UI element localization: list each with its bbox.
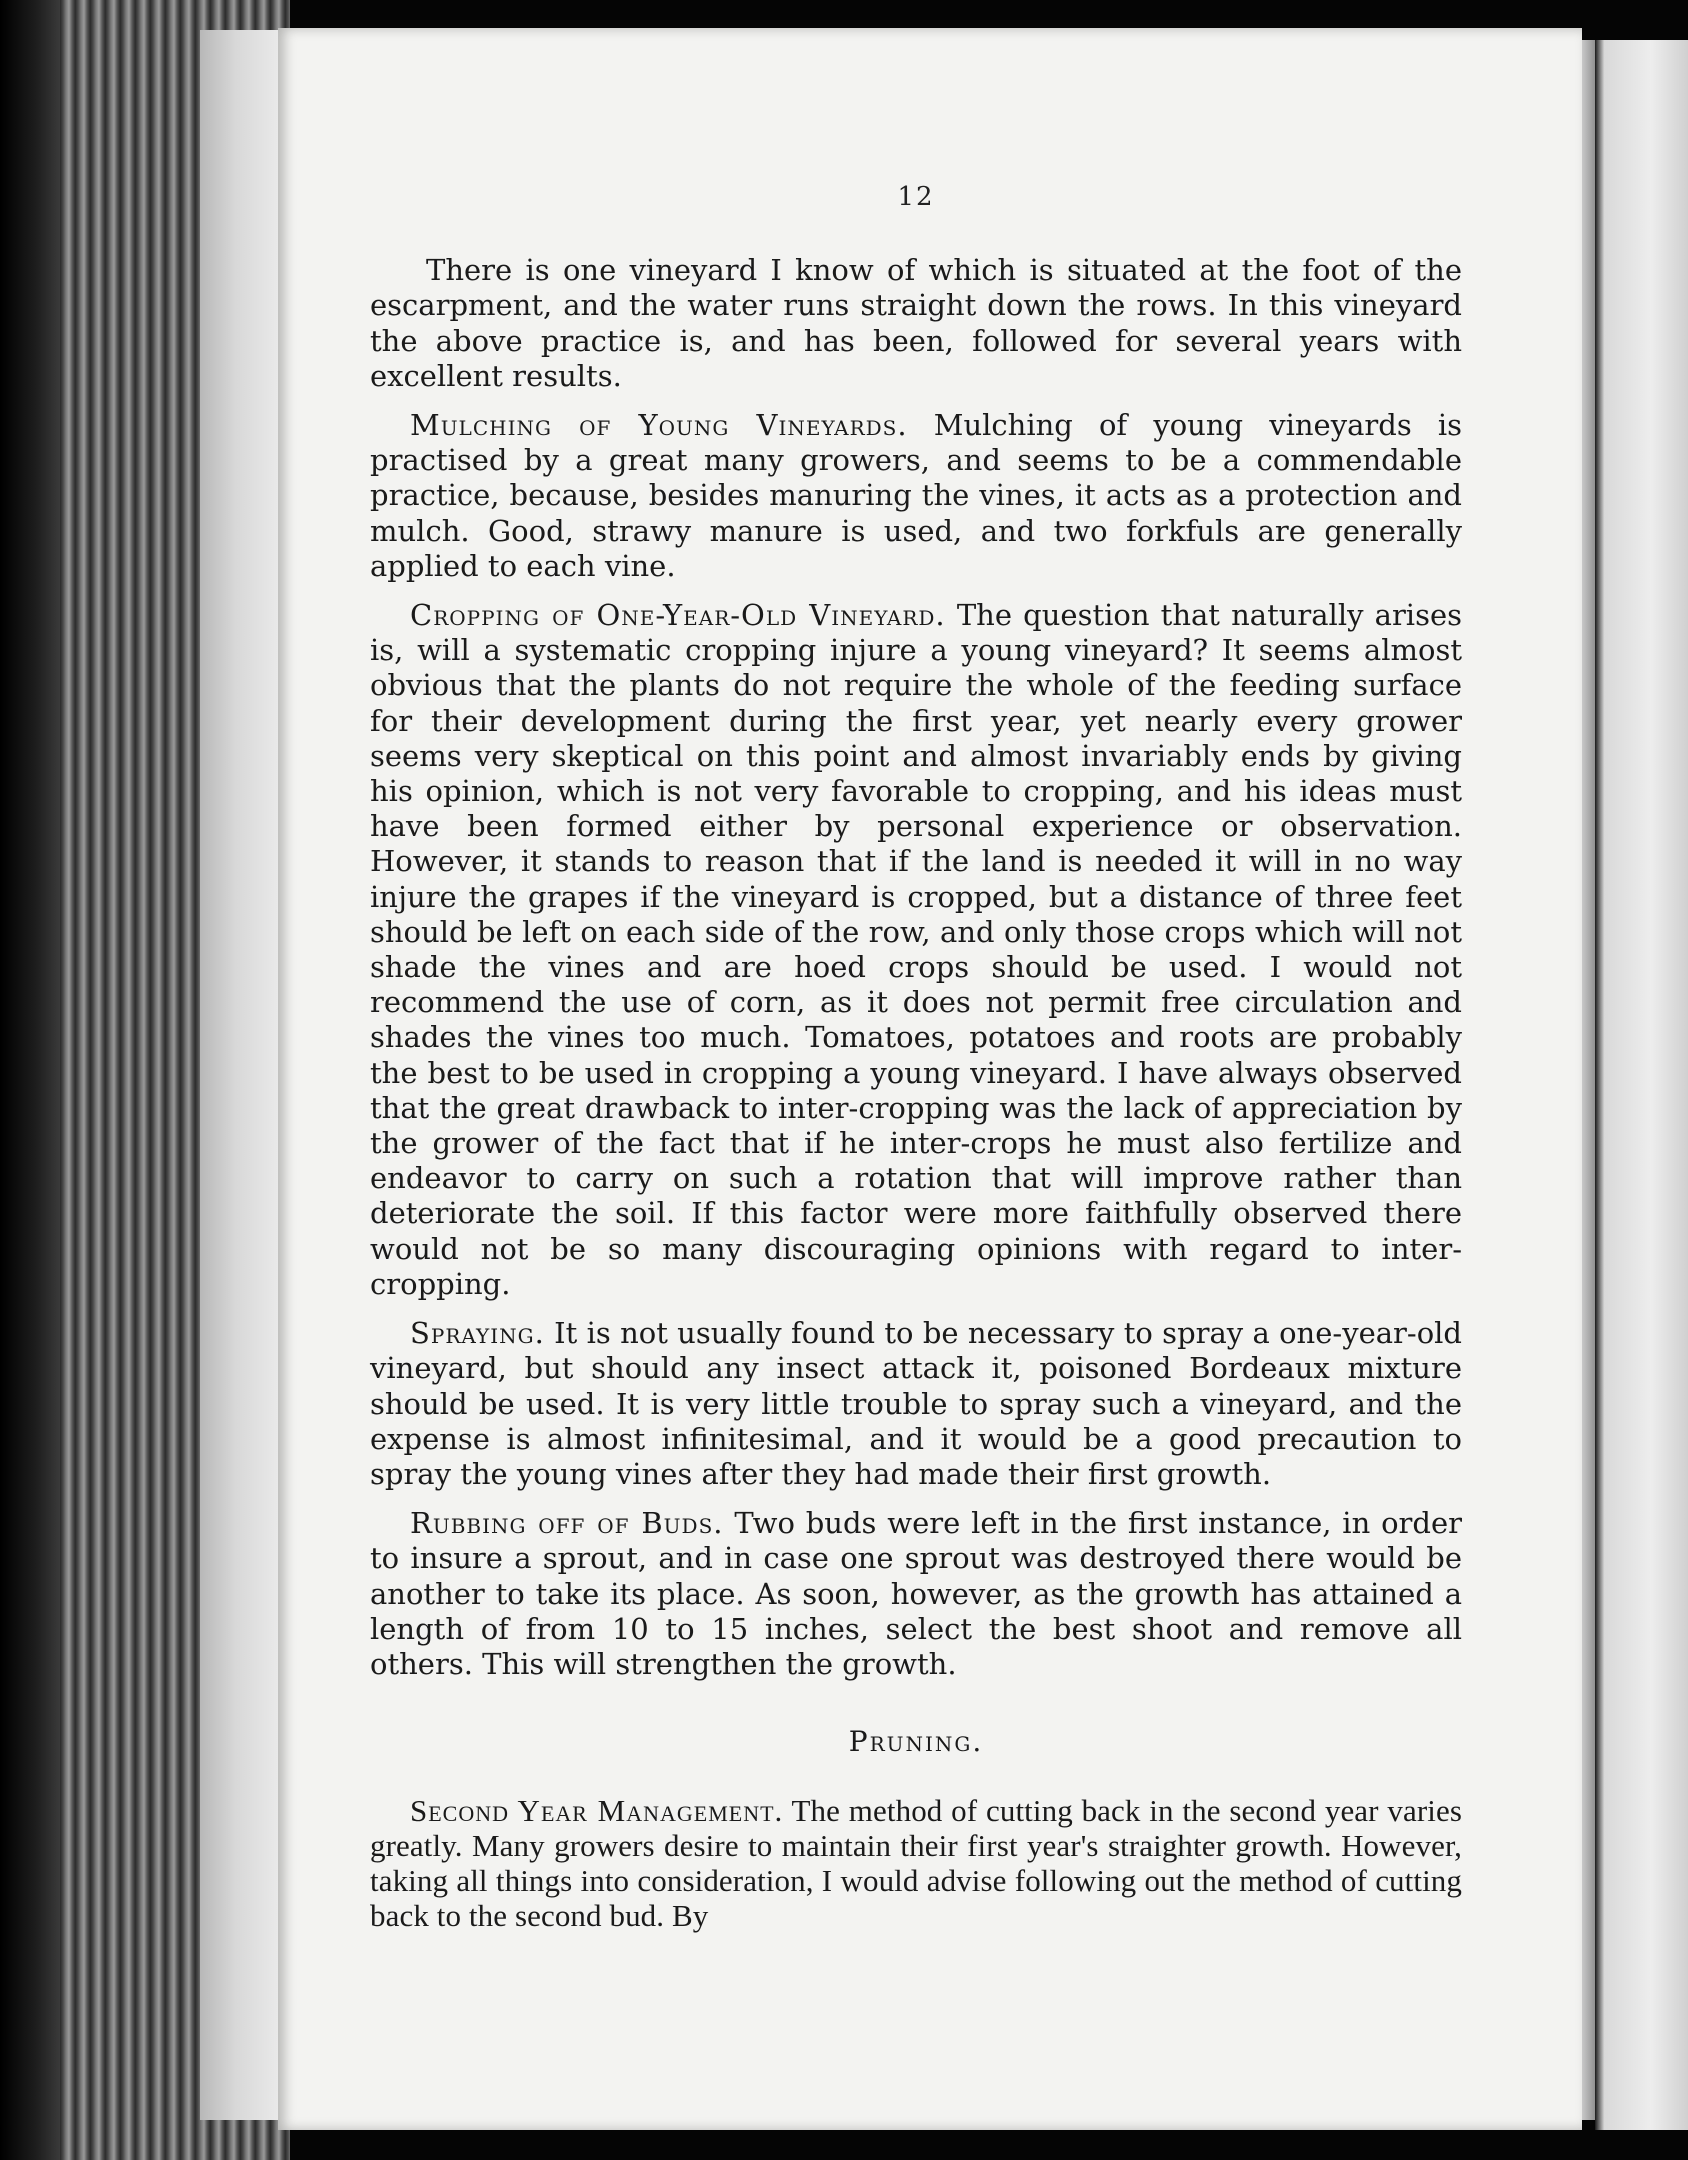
paragraph-spraying: [370, 1316, 1462, 1492]
paragraph-text: The method of cutting back in the second year varies greatly. Many growers desire to maintain their first year's straighter growth. However, taking all things into consideration, I would advise following out the method of cutting back to the second bud. By: [370, 1793, 1462, 1934]
paragraph-heading: Spraying.: [410, 1316, 545, 1351]
book-spine-shadow: [0, 0, 60, 2160]
section-title-pruning: Pruning.: [848, 1725, 984, 1759]
paragraph-intro: [370, 253, 1462, 394]
paragraph-text: The question that naturally arises is, will a systematic cropping injure a young vineyard? It seems almost obvious that the plants do not require the whole of the feeding surface for their development during the first year, yet nearly every grower seems very skeptical on this point and almost invariably ends by giving his opinion, which is not very favorable to cropping, and his ideas must have been formed either by personal experience or observation. However, it stands to reason that if the land is needed it will in no way injure the grapes if the vineyard is cropped, but a distance of three feet should be left on each side of the row, and only those crops which will not shade the vines and are hoed crops should be used. I would not recommend the use of corn, as it does not permit free circulation and shades the vines too much. Tomatoes, potatoes and roots are probably the best to be used in cropping a young vineyard. I have always observed that the great drawback to inter-cropping was the lack of appreciation by the grower of the fact that if he inter-crops he must also fertilize and endeavor to carry on such a rotation that will improve rather than deteriorate the soil. If this factor were more faithfully observed there would not be so many discouraging opinions with regard to inter-cropping.: [370, 598, 1463, 1301]
paragraph-heading: Cropping of One-Year-Old Vineyard.: [410, 598, 946, 633]
paragraph-heading: Rubbing off of Buds.: [410, 1506, 724, 1541]
book-page-stack: [0, 0, 290, 2160]
paragraph-heading: Second Year Management.: [410, 1793, 784, 1829]
facing-page-edge: [1595, 40, 1688, 2130]
paragraph-heading: Mulching of Young Vineyards.: [410, 408, 908, 443]
paragraph-text: There is one vineyard I know of which is situated at the foot of the escarpment, and the water runs straight down the rows. In this vineyard the above practice is, and has been, followed for several years with excellent results.: [370, 253, 1462, 393]
paragraph-text: Two buds were left in the first instance, in order to insure a sprout, and in case one sprout was destroyed there would be another to take its place. As soon, however, as the growth has attained a length of from 10 to 15 inches, select the best shoot and remove all others. This will strengthen the growth.: [370, 1506, 1462, 1681]
paragraph-cropping: [370, 598, 1462, 1302]
page-number: 12: [897, 182, 935, 212]
paragraph-text: It is not usually found to be necessary to spray a one-year-old vineyard, but should any insect attack it, poisoned Bordeaux mixture should be used. It is very little trouble to spray such a vineyard, and the expense is almost infinitesimal, and it would be a good precaution to spray the young vines after they had made their first growth.: [370, 1316, 1462, 1491]
book-page-edges: [200, 30, 290, 2120]
paragraph-second-year: [370, 1793, 1462, 1933]
paragraph-rubbing-buds: [370, 1506, 1462, 1682]
page-text-block: [370, 170, 1462, 1947]
paragraph-text: Mulching of young vineyards is practised by a great many growers, and seems to be a commendable practice, because, besides manuring the vines, it acts as a protection and mulch. Good, strawy manure is used, and two forkfuls are generally applied to each vine.: [370, 408, 1463, 583]
paragraph-mulching: [370, 408, 1462, 584]
